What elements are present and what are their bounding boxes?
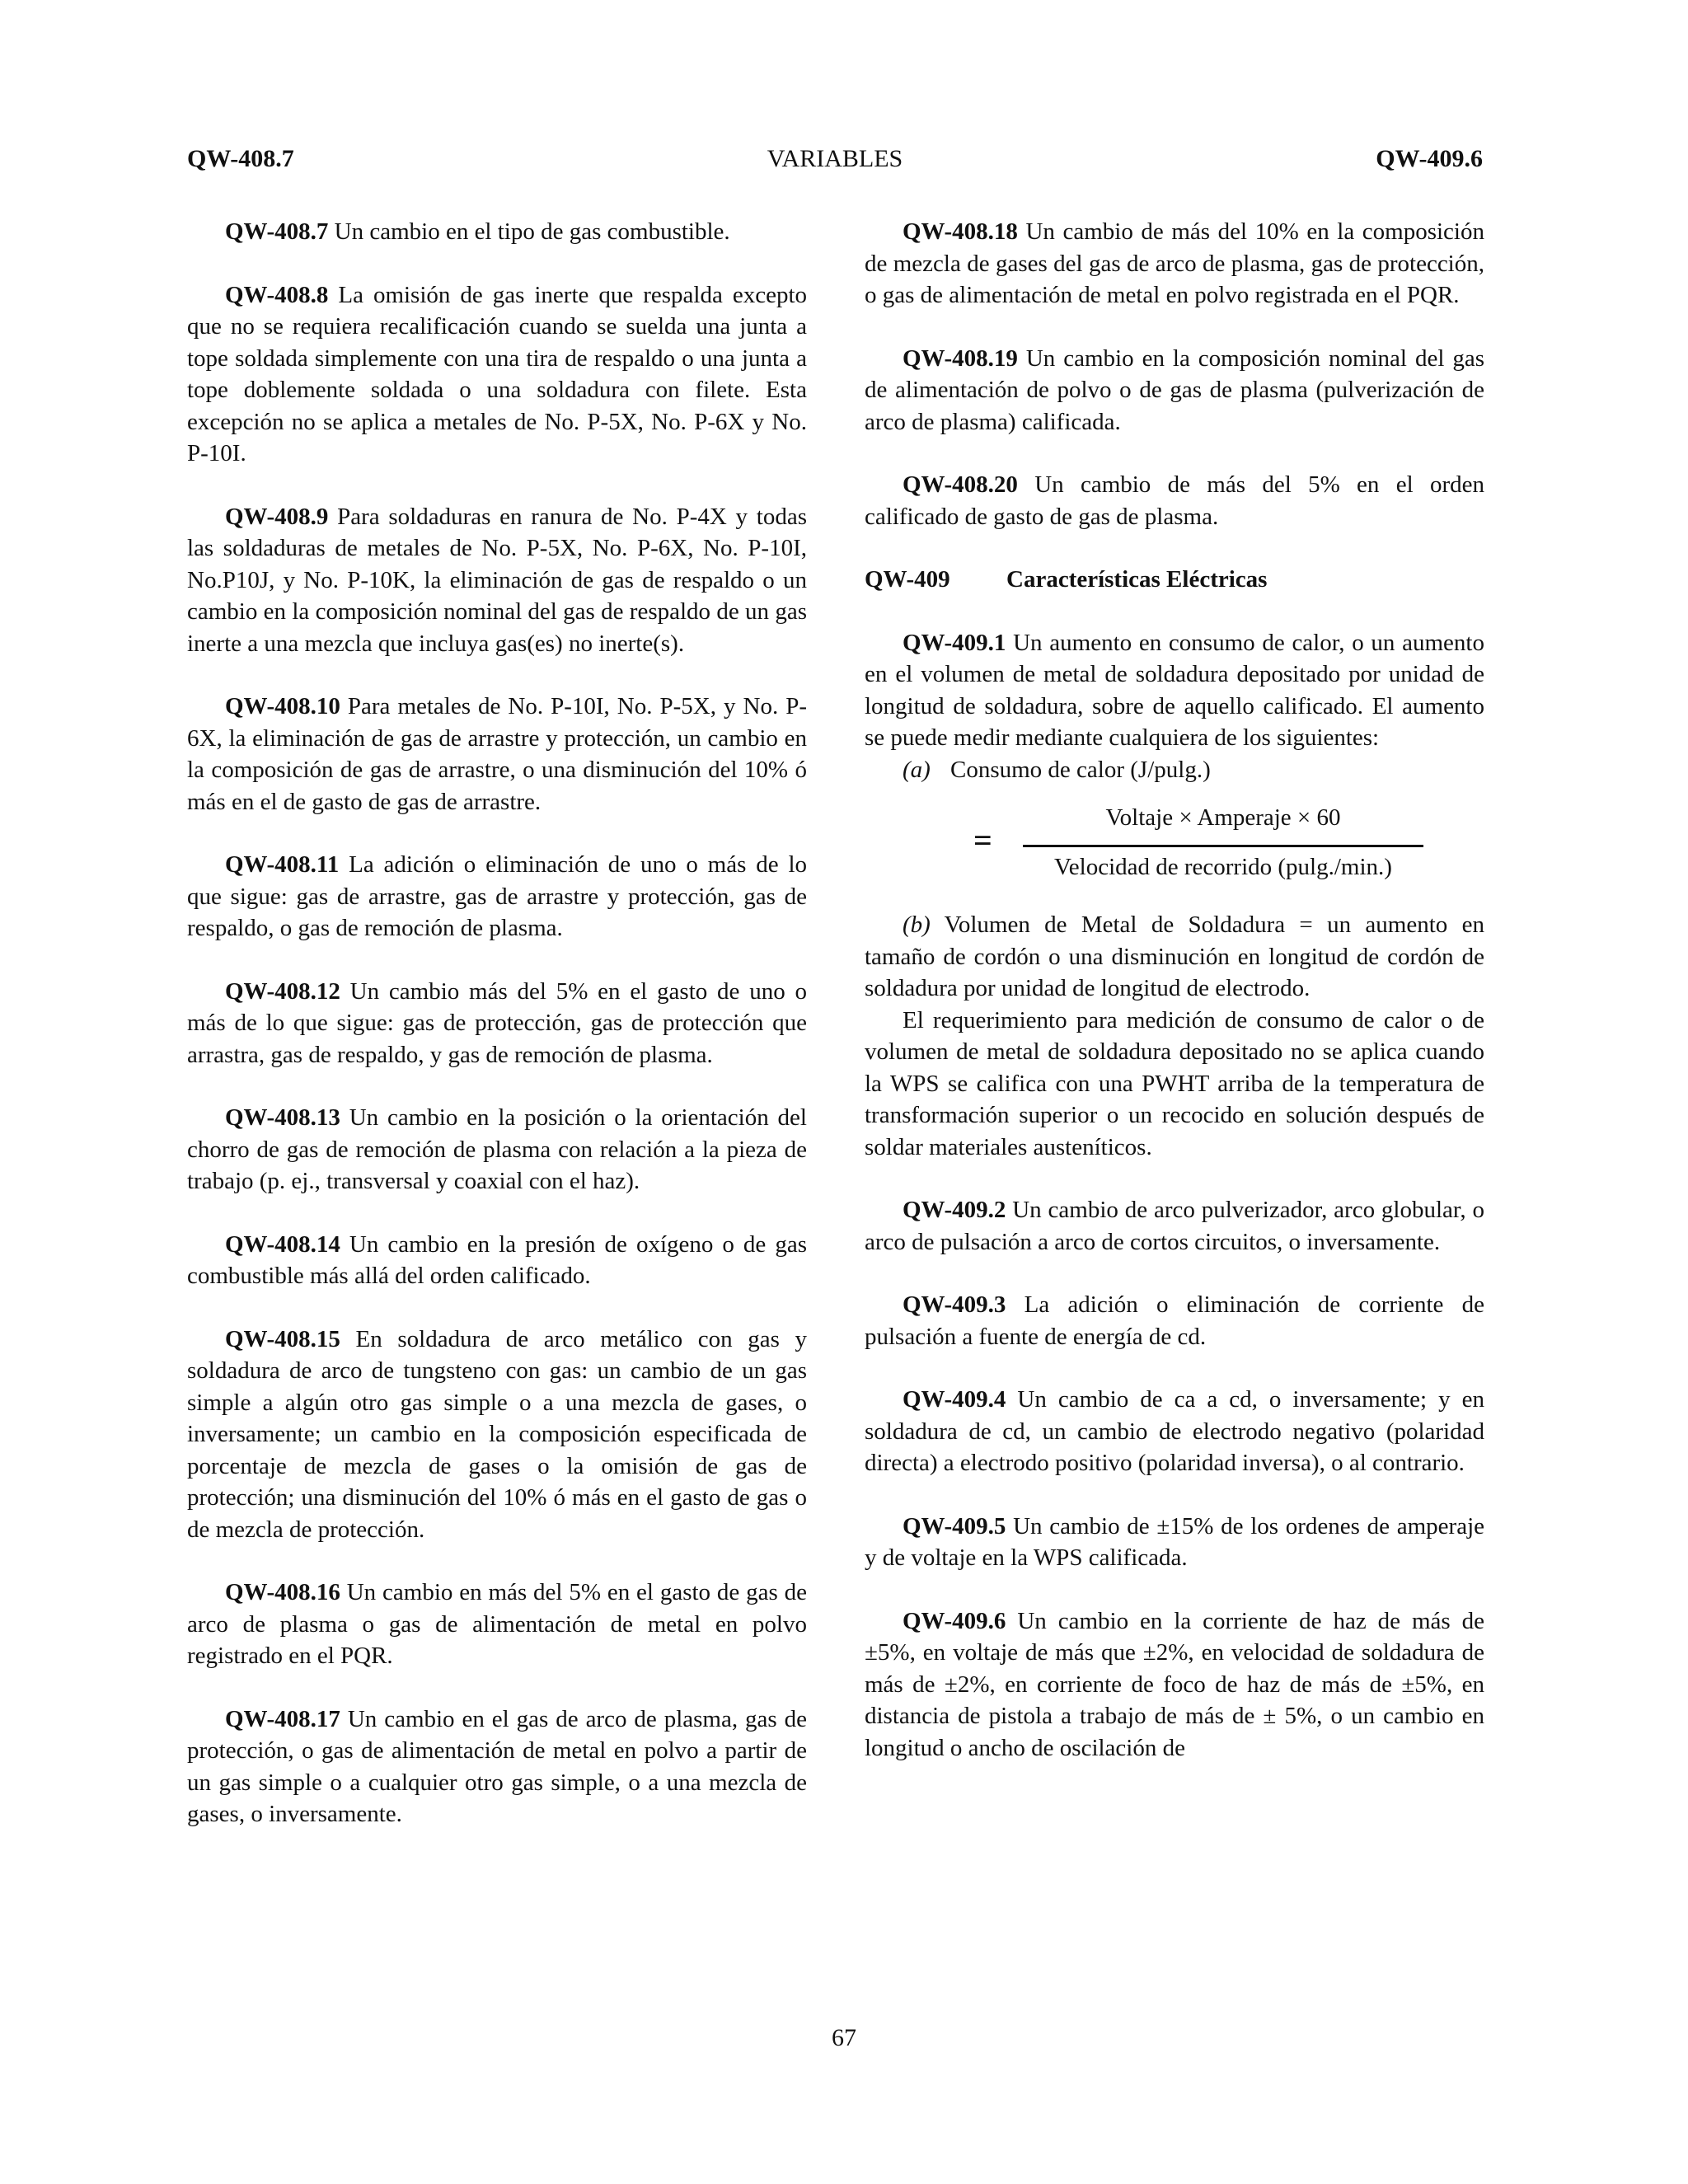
paragraph-qw-408-13 [187,1102,807,1197]
paragraph-code: QW-408.20 [903,471,1018,498]
paragraph-qw-409-1 [865,627,1484,754]
section-number: QW-409 [865,566,950,593]
paragraph-text: Un cambio de más del 5% en el orden calificado de gasto de gas de plasma. [865,471,1484,530]
paragraph-code: QW-409.2 [903,1197,1006,1223]
running-header [187,145,1483,185]
paragraph-text: Un aumento en consumo de calor, o un aumento en el volumen de metal de soldadura depositado por unidad de longitud de soldadura, sobre de aquello calificado. El aumento se puede medir mediante cualquiera de los siguientes: [865,629,1484,751]
item-text: Volumen de Metal de Soldadura = un aumento en tamaño de cordón o una disminución en longitud de cordón de soldadura por unidad de longitud de electrodo. [865,912,1484,1001]
paragraph-code: QW-408.8 [225,281,329,308]
paragraph-text: Un cambio en el gas de arco de plasma, gas de protección, o gas de alimentación de metal en polvo a partir de un gas simple o a cualquier otro gas simple, o a una mezcla de gases, o inversamente. [187,1705,807,1827]
section-title: Características Eléctricas [1006,566,1268,593]
paragraph-qw-408-20 [865,469,1484,532]
paragraph-qw-408-10 [187,691,807,818]
list-item-b [865,909,1484,1005]
item-tag: (b) [903,912,931,938]
list-item-a [865,754,1484,786]
paragraph-code: QW-409.6 [903,1607,1006,1634]
paragraph-code: QW-409.3 [903,1291,1006,1318]
paragraph-qw-408-15 [187,1324,807,1546]
paragraph-text: Para soldaduras en ranura de No. P-4X y todas las soldaduras de metales de No. P-5X, No. P-6X, No. P-10I, No.P10J, y No. P-10K, la eliminación de gas de respaldo o un cambio en la composición nominal del gas de respaldo de un gas inerte a una mezcla que incluya gas(es) no inerte(s). [187,503,807,657]
paragraph-qw-408-9 [187,501,807,660]
paragraph-code: QW-408.14 [225,1230,340,1258]
paragraph-text: Un cambio en más del 5% en el gasto de gas de arco de plasma o gas de alimentación de metal en polvo registrado en el PQR. [187,1579,807,1669]
paragraph-qw-408-19 [865,343,1484,438]
paragraph-text: Un cambio de ±15% de los ordenes de amperaje y de voltaje en la WPS calificada. [865,1512,1484,1571]
item-text: Consumo de calor (J/pulg.) [950,756,1211,783]
formula-denominator: Velocidad de recorrido (pulg./min.) [1054,854,1392,880]
paragraph-text: Un cambio en el tipo de gas combustible. [328,218,730,245]
item-tag: (a) [903,756,931,783]
paragraph-code: QW-408.12 [225,977,340,1005]
paragraph-code: QW-409.5 [903,1512,1006,1540]
paragraph-qw-409-2 [865,1194,1484,1258]
right-column [865,216,1484,1764]
paragraph-qw-409-3 [865,1289,1484,1352]
paragraph-text: Un cambio de arco pulverizador, arco globular, o arco de pulsación a arco de cortos circuitos, o inversamente. [865,1197,1484,1255]
paragraph-qw-409-5 [865,1511,1484,1574]
left-column [187,216,807,1830]
paragraph-qw-408-16 [187,1577,807,1672]
paragraph-qw-408-17 [187,1704,807,1830]
paragraph-code: QW-408.11 [225,851,340,878]
paragraph-code: QW-408.19 [903,344,1018,372]
paragraph-code: QW-408.15 [225,1325,340,1352]
paragraph-text: Un cambio de más del 10% en la composición de mezcla de gases del gas de arco de plasma, gas de protección, o gas de alimentación de metal en polvo registrada en el PQR. [865,218,1484,308]
paragraph-text: Un cambio en la presión de oxígeno o de gas combustible más allá del orden calificado. [187,1230,807,1289]
paragraph-text: Para metales de No. P-10I, No. P-5X, y No. P-6X, la eliminación de gas de arrastre y protección, un cambio en la composición de gas de arrastre, o una disminución del 10% ó más en el de gasto de gas de arrastre. [187,693,807,815]
header-left-code: QW-408.7 [187,145,294,172]
paragraph-text: Un cambio en la posición o la orientación del chorro de gas de remoción de plasma con relación a la pieza de trabajo (p. ej., transversal y coaxial con el haz). [187,1104,807,1194]
paragraph-qw-408-8 [187,279,807,470]
paragraph-code: QW-408.7 [225,218,329,245]
paragraph-text: Un cambio en la corriente de haz de más de ±5%, en voltaje de más que ±2%, en velocidad de soldadura de más de ±2%, en corriente de foco de haz de más de ±5%, en distancia de pistola a trabajo de más de ± 5%, o un cambio en longitud o ancho de oscilación de [865,1607,1484,1761]
paragraph-text: Un cambio en la composición nominal del gas de alimentación de polvo o de gas de plasma (pulverización de arco de plasma) calificada. [865,344,1484,435]
header-title: VARIABLES [767,145,903,172]
header-right-code: QW-409.6 [1376,145,1483,172]
equals-sign: = [973,822,992,859]
paragraph-code: QW-409.1 [903,629,1006,656]
heat-input-formula [865,797,1484,894]
paragraph-text: En soldadura de arco metálico con gas y soldadura de arco de tungsteno con gas: un cambio de un gas simple a algún otro gas simple o a una mezcla de gases, o inversamente; un cambio en la composición especificada de porcentaje de mezcla de gases o la omisión de gas de protección; una disminución del 10% ó más en el gasto de gas o de mezcla de protección. [187,1325,807,1543]
paragraph-requirement: El requerimiento para medición de consumo de calor o de volumen de metal de soldadura depositado no se aplica cuando la WPS se califica con una PWHT arriba de la temperatura de transformación superior o un recocido en solución después de soldar materiales austeníticos. [865,1006,1484,1160]
formula-numerator: Voltaje × Amperaje × 60 [1105,804,1341,831]
paragraph-code: QW-408.13 [225,1104,340,1131]
page-number: 67 [832,2024,856,2051]
paragraph-qw-408-7 [187,216,807,248]
paragraph-qw-408-11 [187,849,807,944]
fraction-bar [1023,845,1423,847]
paragraph-text: La adición o eliminación de corriente de pulsación a fuente de energía de cd. [865,1291,1484,1350]
paragraph-qw-409-6 [865,1605,1484,1765]
paragraph-qw-408-18 [865,216,1484,312]
paragraph-code: QW-408.9 [225,503,329,530]
paragraph-text: Un cambio más del 5% en el gasto de uno o más de lo que sigue: gas de protección, gas de protección que arrastra, gas de respaldo, y gas de remoción de plasma. [187,977,807,1068]
paragraph-text: La adición o eliminación de uno o más de lo que sigue: gas de arrastre, gas de arrastre y protección, gas de respaldo, o gas de remoción de plasma. [187,851,807,941]
paragraph-code: QW-408.16 [225,1579,340,1605]
paragraph-code: QW-408.18 [903,218,1018,245]
section-heading-qw-409 [865,564,1484,596]
paragraph-code: QW-408.10 [225,693,340,719]
paragraph-code: QW-408.17 [225,1705,340,1732]
paragraph-code: QW-409.4 [903,1386,1006,1413]
paragraph-qw-409-4 [865,1384,1484,1479]
paragraph-qw-408-12 [187,976,807,1071]
paragraph-qw-408-14 [187,1229,807,1292]
paragraph-text: Un cambio de ca a cd, o inversamente; y en soldadura de cd, un cambio de electrodo negativo (polaridad directa) a electrodo positivo (polaridad inversa), o al contrario. [865,1386,1484,1476]
paragraph-text: La omisión de gas inerte que respalda excepto que no se requiera recalificación cuando se suelda una junta a tope soldada simplemente con una tira de respaldo o una junta a tope doblemente soldada o una soldadura con filete. Esta excepción no se aplica a metales de No. P-5X, No. P-6X y No. P-10I. [187,281,807,466]
